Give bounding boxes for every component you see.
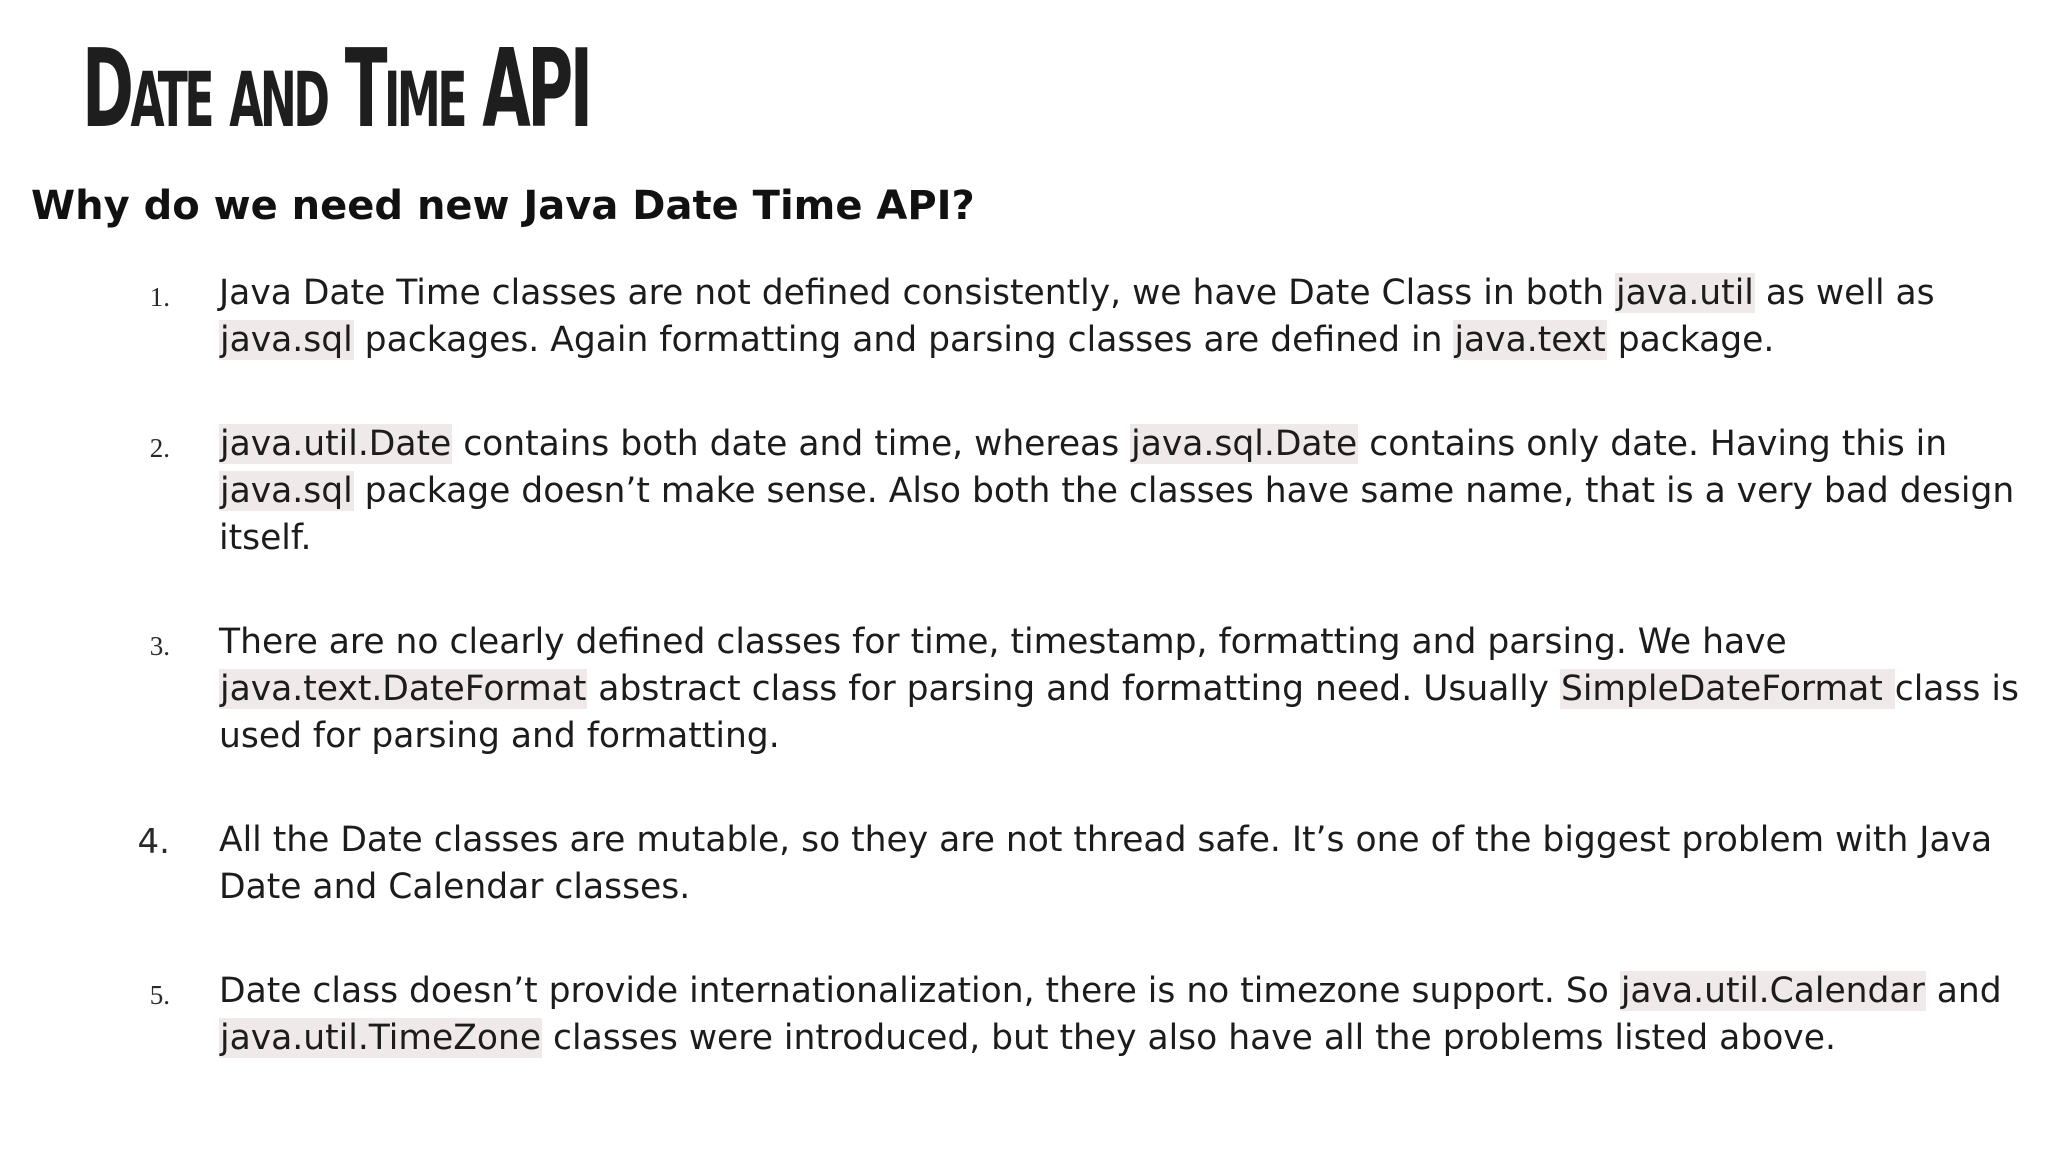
code-term: java.text [1454, 320, 1606, 360]
numbered-list [0, 270, 2048, 1119]
text-run: packages. Again formatting and parsing classes are defined in [353, 320, 1454, 360]
code-term: java.sql.Date [1131, 424, 1358, 464]
code-term: java.util [1616, 273, 1754, 313]
list-item-number: 2. [149, 433, 170, 463]
code-term: SimpleDateFormat [1560, 669, 1894, 709]
list-item-text [219, 817, 2029, 911]
code-term: java.text.DateFormat [220, 669, 587, 709]
code-term: java.util.Calendar [1620, 971, 1925, 1011]
code-term: java.sql [220, 320, 353, 360]
text-run: contains both date and time, whereas [452, 424, 1131, 464]
list-item-number: 5. [149, 980, 170, 1010]
list-item [0, 817, 2048, 911]
text-run: and [1925, 971, 2002, 1011]
text-run: There are no clearly defined classes for time, timestamp, formatting and parsing. We have [219, 622, 1787, 662]
text-run: abstract class for parsing and formatting need. Usually [587, 669, 1560, 709]
list-item-text [219, 968, 2029, 1062]
text-run: All the Date classes are mutable, so they are not thread safe. It’s one of the biggest problem with Java Date and Calendar classes. [219, 820, 1993, 907]
text-run: contains only date. Having this in [1358, 424, 1948, 464]
text-run: class is used for parsing and formatting. [219, 669, 2019, 756]
text-run: package. [1606, 320, 1775, 360]
list-item-number: 3. [149, 631, 170, 661]
list-item-number: 1. [149, 282, 170, 312]
list-item-text [219, 421, 2029, 562]
code-term: java.util.TimeZone [220, 1018, 542, 1058]
text-run: Date class doesn’t provide internationalization, there is no timezone support. So [219, 971, 1620, 1011]
text-run: Java Date Time classes are not defined consistently, we have Date Class in both [219, 273, 1616, 313]
text-run: package doesn’t make sense. Also both the classes have same name, that is a very bad design itself. [219, 471, 2015, 558]
list-item-number: 4. [137, 822, 170, 862]
code-term: java.sql [220, 471, 353, 511]
list-item [0, 421, 2048, 562]
slide-title: Date and Time API [82, 27, 590, 152]
list-item-text [219, 619, 2029, 760]
list-item [0, 270, 2048, 364]
list-item [0, 619, 2048, 760]
text-run: as well as [1754, 273, 1935, 313]
code-term: java.util.Date [220, 424, 452, 464]
list-item [0, 968, 2048, 1062]
list-item-text [219, 270, 2029, 364]
slide-subheading: Why do we need new Java Date Time API? [31, 183, 975, 229]
text-run: classes were introduced, but they also have all the problems listed above. [542, 1018, 1836, 1058]
